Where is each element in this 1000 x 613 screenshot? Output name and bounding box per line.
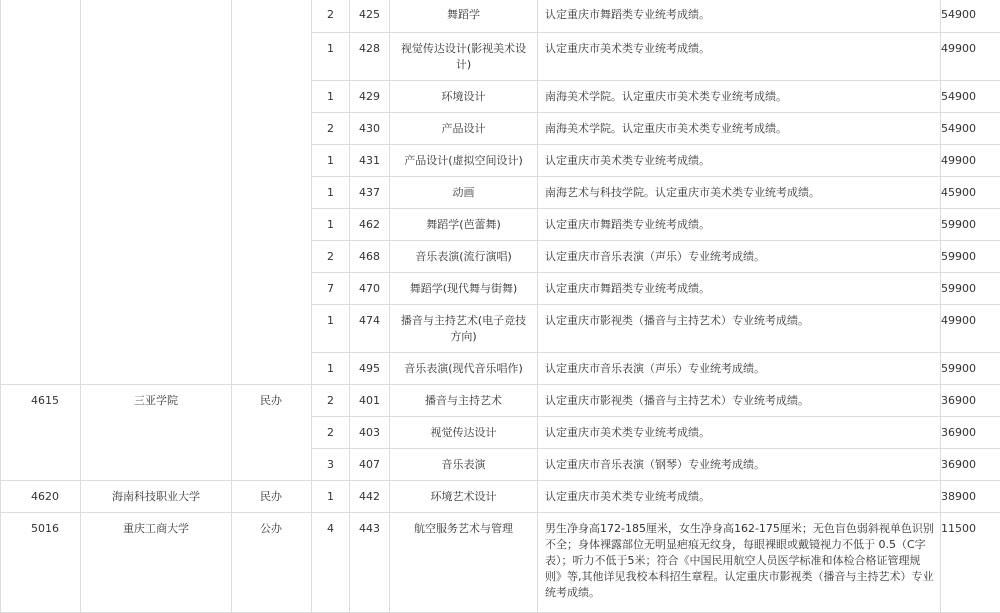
plan-count-cell: 2 [312, 241, 350, 273]
plan-count-cell: 2 [312, 0, 350, 33]
tuition-cell: 11500 [941, 513, 1000, 613]
major-name-cell: 舞蹈学(现代舞与街舞) [390, 273, 538, 305]
remark-cell: 认定重庆市舞蹈类专业统考成绩。 [538, 0, 941, 33]
tuition-cell: 49900 [941, 145, 1000, 177]
plan-count-cell: 2 [312, 385, 350, 417]
major-code-cell: 430 [350, 113, 390, 145]
tuition-cell: 45900 [941, 177, 1000, 209]
tuition-cell: 54900 [941, 0, 1000, 33]
plan-count-cell: 3 [312, 449, 350, 481]
major-name-cell: 音乐表演 [390, 449, 538, 481]
remark-cell: 认定重庆市美术类专业统考成绩。 [538, 417, 941, 449]
plan-count-cell: 2 [312, 417, 350, 449]
major-code-cell: 429 [350, 81, 390, 113]
major-code-cell: 495 [350, 353, 390, 385]
table-body [1, 0, 1000, 613]
tuition-cell: 36900 [941, 417, 1000, 449]
tuition-cell: 49900 [941, 305, 1000, 353]
remark-cell: 南海美术学院。认定重庆市美术类专业统考成绩。 [538, 81, 941, 113]
plan-count-cell: 1 [312, 177, 350, 209]
major-code-cell: 428 [350, 33, 390, 81]
tuition-cell: 54900 [941, 81, 1000, 113]
remark-cell: 认定重庆市音乐表演（声乐）专业统考成绩。 [538, 241, 941, 273]
remark-cell: 认定重庆市影视类（播音与主持艺术）专业统考成绩。 [538, 305, 941, 353]
major-name-cell: 音乐表演(现代音乐唱作) [390, 353, 538, 385]
plan-count-cell: 1 [312, 353, 350, 385]
remark-cell: 认定重庆市影视类（播音与主持艺术）专业统考成绩。 [538, 385, 941, 417]
plan-count-cell: 2 [312, 113, 350, 145]
major-code-cell: 474 [350, 305, 390, 353]
tuition-cell: 38900 [941, 481, 1000, 513]
school-type-cell: 民办 [232, 481, 312, 513]
school-name-cell: 海南科技职业大学 [81, 481, 232, 513]
tuition-cell: 59900 [941, 241, 1000, 273]
major-name-cell: 视觉传达设计(影视美术设计) [390, 33, 538, 81]
remark-cell: 男生净身高172-185厘米，女生净身高162-175厘米；无色盲色弱斜视单色识别不全；身体裸露部位无明显疤痕无纹身，每眼裸眼或戴镜视力不低于 0.5（C字表）；听力不低于5米；符合《中国民用航空人员医学标准和体检合格证管理规则》等,其他详见我校本科招生章程。认定重庆市影视类（播音与主持艺术）专业统考成绩。 [538, 513, 941, 613]
major-code-cell: 425 [350, 0, 390, 33]
major-name-cell: 舞蹈学(芭蕾舞) [390, 209, 538, 241]
plan-count-cell: 7 [312, 273, 350, 305]
major-code-cell: 443 [350, 513, 390, 613]
school-code-cell [1, 0, 81, 385]
school-type-cell: 民办 [232, 385, 312, 481]
major-name-cell: 舞蹈学 [390, 0, 538, 33]
major-code-cell: 403 [350, 417, 390, 449]
plan-count-cell: 1 [312, 145, 350, 177]
table-row [1, 481, 1000, 513]
major-name-cell: 环境设计 [390, 81, 538, 113]
major-code-cell: 431 [350, 145, 390, 177]
tuition-cell: 59900 [941, 353, 1000, 385]
major-name-cell: 航空服务艺术与管理 [390, 513, 538, 613]
major-name-cell: 视觉传达设计 [390, 417, 538, 449]
plan-count-cell: 1 [312, 305, 350, 353]
major-code-cell: 437 [350, 177, 390, 209]
tuition-cell: 36900 [941, 385, 1000, 417]
major-name-cell: 产品设计(虚拟空间设计) [390, 145, 538, 177]
remark-cell: 认定重庆市音乐表演（钢琴）专业统考成绩。 [538, 449, 941, 481]
major-name-cell: 播音与主持艺术(电子竞技方向) [390, 305, 538, 353]
table-row [1, 513, 1000, 613]
plan-count-cell: 1 [312, 209, 350, 241]
major-code-cell: 442 [350, 481, 390, 513]
school-name-cell: 三亚学院 [81, 385, 232, 481]
plan-count-cell: 4 [312, 513, 350, 613]
plan-count-cell: 1 [312, 481, 350, 513]
remark-cell: 南海艺术与科技学院。认定重庆市美术类专业统考成绩。 [538, 177, 941, 209]
major-name-cell: 音乐表演(流行演唱) [390, 241, 538, 273]
tuition-cell: 59900 [941, 209, 1000, 241]
school-name-cell [81, 0, 232, 385]
remark-cell: 认定重庆市美术类专业统考成绩。 [538, 33, 941, 81]
remark-cell: 认定重庆市音乐表演（声乐）专业统考成绩。 [538, 353, 941, 385]
major-name-cell: 产品设计 [390, 113, 538, 145]
tuition-cell: 36900 [941, 449, 1000, 481]
major-code-cell: 462 [350, 209, 390, 241]
plan-count-cell: 1 [312, 81, 350, 113]
remark-cell: 认定重庆市美术类专业统考成绩。 [538, 145, 941, 177]
major-name-cell: 播音与主持艺术 [390, 385, 538, 417]
remark-cell: 认定重庆市舞蹈类专业统考成绩。 [538, 209, 941, 241]
table-row [1, 0, 1000, 33]
major-name-cell: 环境艺术设计 [390, 481, 538, 513]
major-code-cell: 401 [350, 385, 390, 417]
tuition-cell: 49900 [941, 33, 1000, 81]
major-code-cell: 468 [350, 241, 390, 273]
school-type-cell: 公办 [232, 513, 312, 613]
major-name-cell: 动画 [390, 177, 538, 209]
remark-cell: 认定重庆市美术类专业统考成绩。 [538, 481, 941, 513]
school-name-cell: 重庆工商大学 [81, 513, 232, 613]
school-type-cell [232, 0, 312, 385]
school-code-cell: 4615 [1, 385, 81, 481]
remark-cell: 认定重庆市舞蹈类专业统考成绩。 [538, 273, 941, 305]
tuition-cell: 59900 [941, 273, 1000, 305]
major-code-cell: 470 [350, 273, 390, 305]
tuition-cell: 54900 [941, 113, 1000, 145]
table-row [1, 385, 1000, 417]
major-code-cell: 407 [350, 449, 390, 481]
school-code-cell: 4620 [1, 481, 81, 513]
plan-count-cell: 1 [312, 33, 350, 81]
school-code-cell: 5016 [1, 513, 81, 613]
remark-cell: 南海美术学院。认定重庆市美术类专业统考成绩。 [538, 113, 941, 145]
